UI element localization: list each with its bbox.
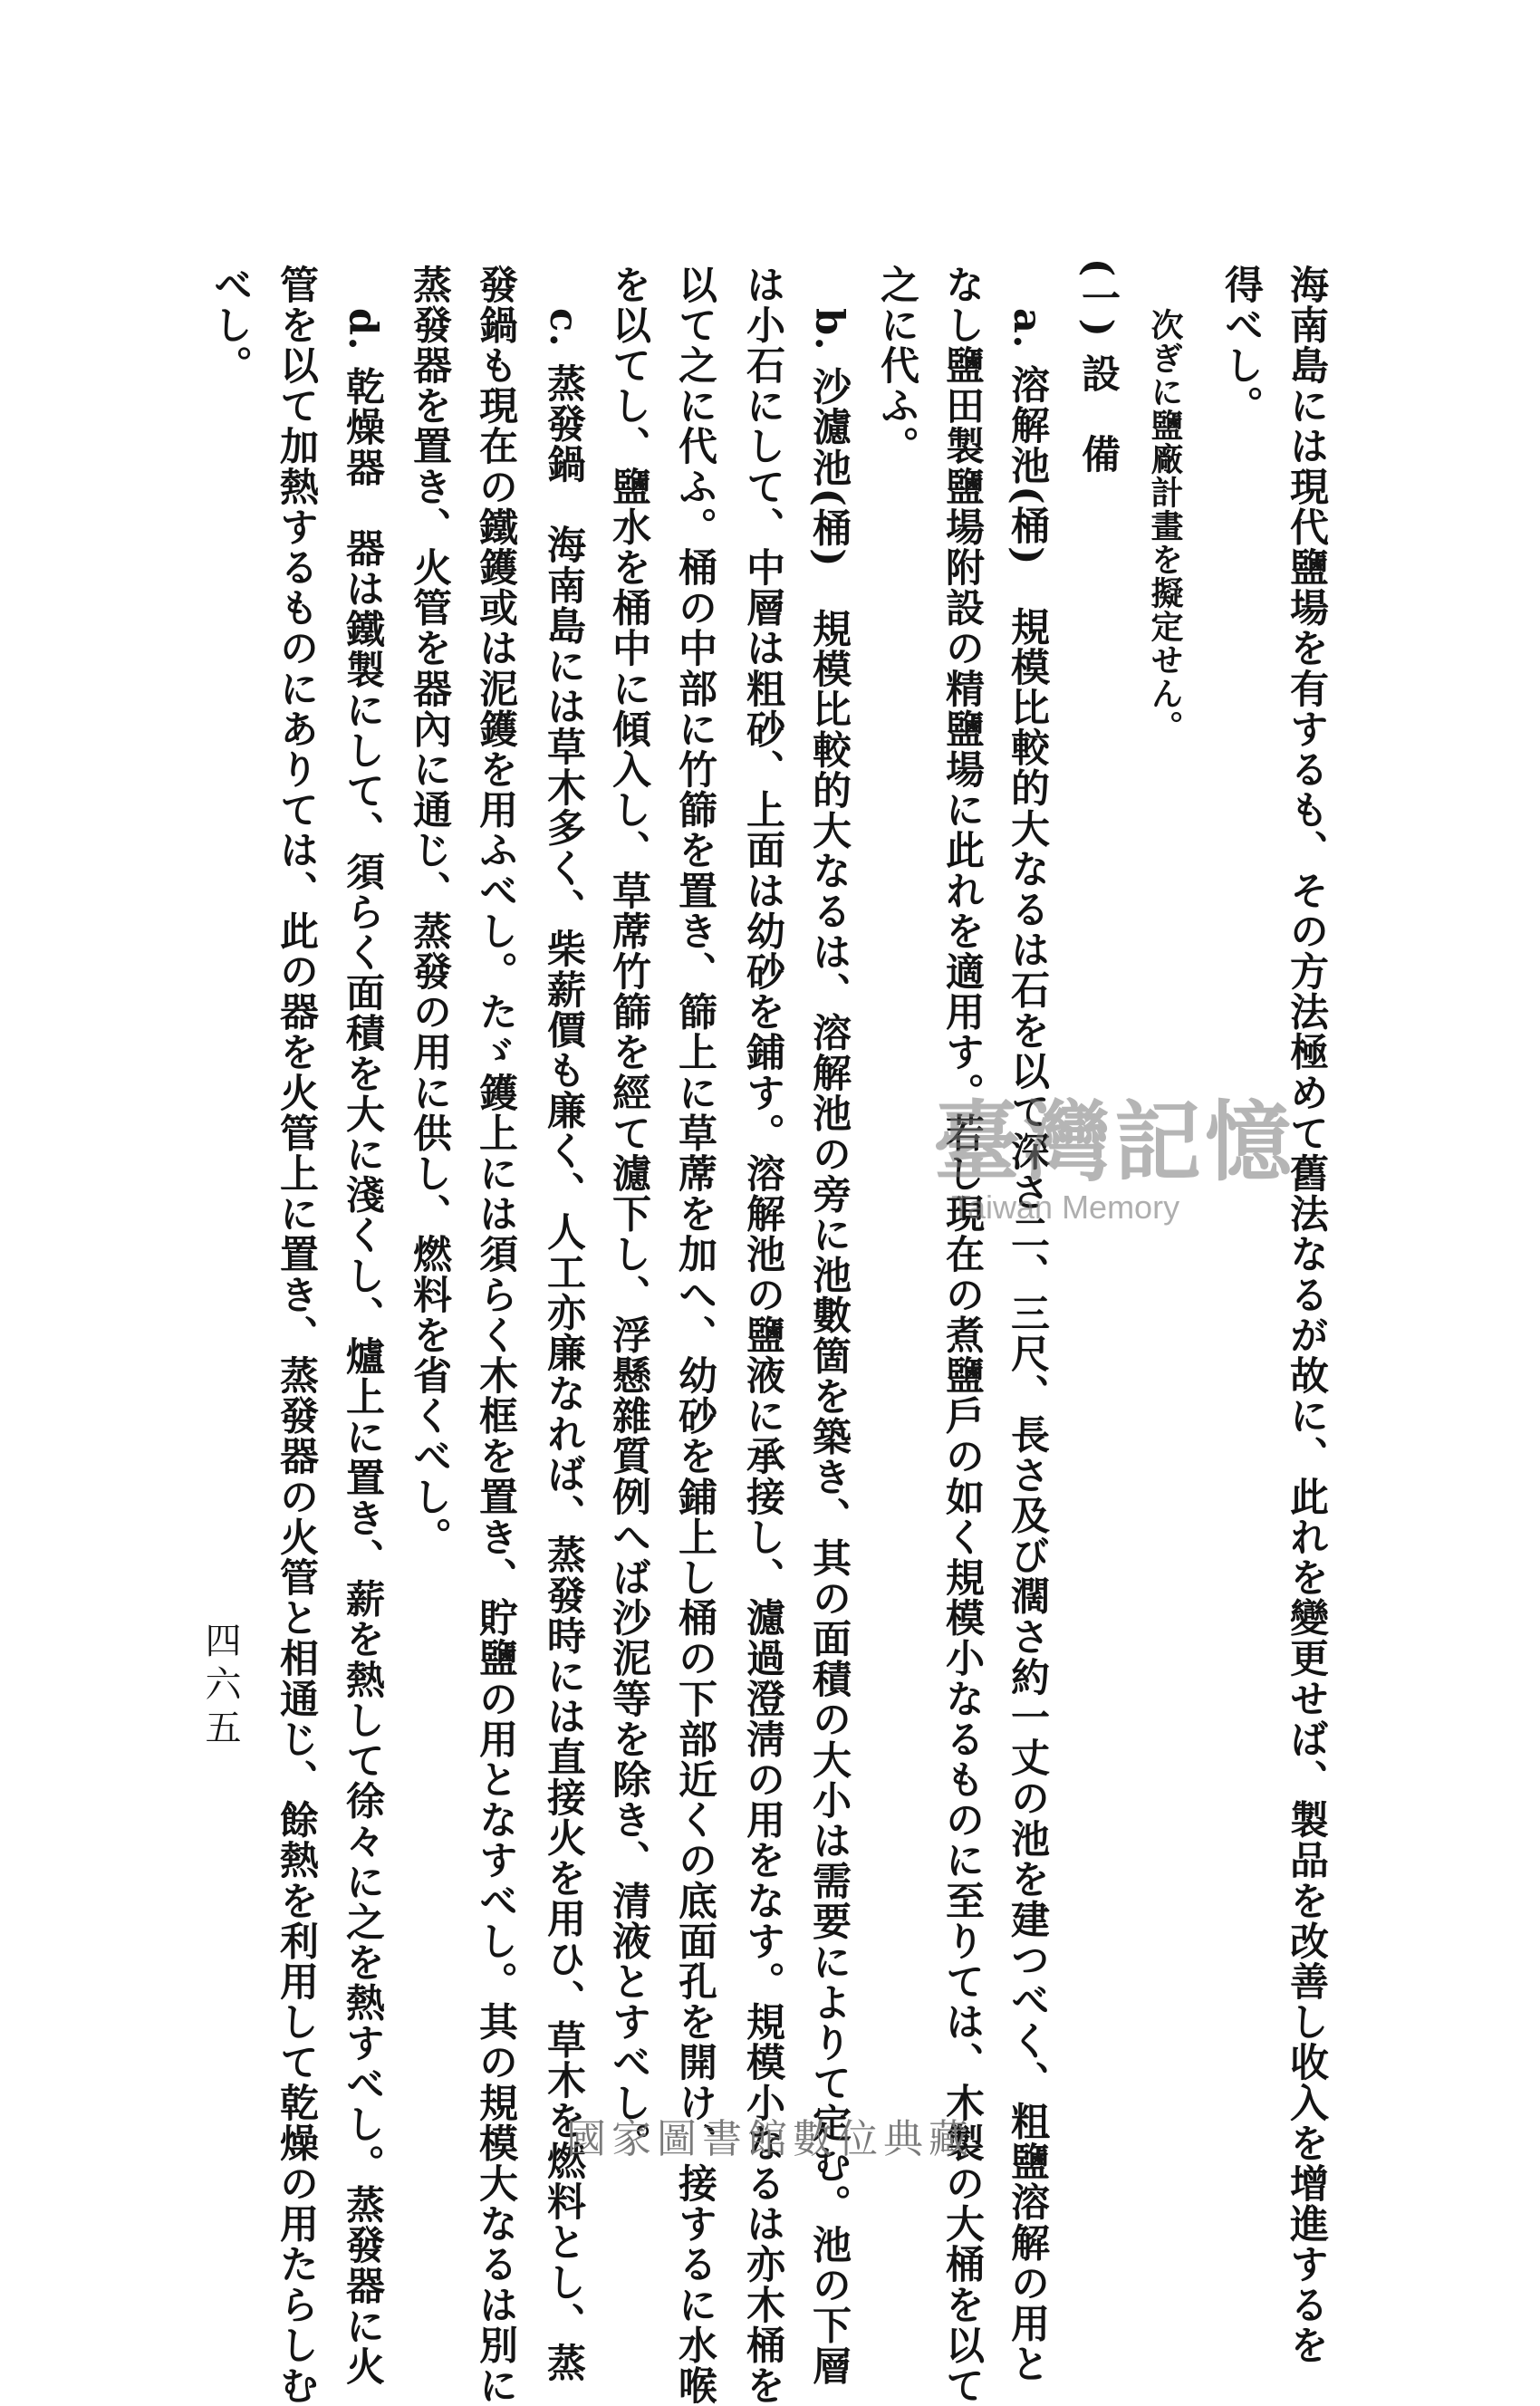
text-column-13: 發鍋も現在の鐵鑊或は泥鑊を用ふべし。たゞ鑊上には須らく木框を置き、貯鹽の用となすべし。其の規模大なるは別に [473,265,518,2406]
text-column-1: 海南島には現代鹽場を有するも、その方法極めて舊法なるが故に、此れを變更せば、製品を改善し收入を增進するを [1284,265,1329,2366]
watermark-english-text: Taiwan Memory [951,1189,1180,1226]
text-column-7: 之に代ふ。 [874,265,919,467]
text-column-3: 次ぎに鹽廠計畫を擬定せん。 [1146,308,1184,744]
watermark-chinese-text: 臺灣記憶 [933,1091,1295,1193]
text-column-12: c. 蒸發鍋 海南島には草木多く、柴薪價も廉く、人工亦廉なれば、蒸發時には直接火を用ひ、草木を燃料とし、蒸 [541,308,586,2383]
text-column-9: は小石にして、中層は粗砂、上面は幼砂を鋪す。溶解池の鹽液に承接し、濾過澄淸の用をなす。規模小なるは亦木桶を [740,265,785,2406]
text-column-10: 以て之に代ふ。桶の中部に竹篩を置き、篩上に草蓆を加へ、幼砂を鋪上し桶の下部近くの底面孔を開け、接するに水喉 [672,265,717,2406]
library-footer-label: 國家圖書館數位典藏 [566,2116,974,2162]
text-column-15: d. 乾燥器 器は鐵製にして、須らく面積を大に淺くし、爐上に置き、薪を熱して徐々に之を熱すべし。蒸發器に火 [340,308,385,2387]
text-column-4: (一) 設 備 [1075,258,1121,475]
text-column-6: なし鹽田製鹽場附設の精鹽場に此れを適用す。若し現在の煮鹽戶の如く規模小なるものに至りては、木製の大桶を以て [939,265,985,2406]
text-column-11: を以てし、鹽水を桶中に傾入し、草蓆竹篩を經て濾下し、浮懸雜質例へば沙泥等を除き、清液とすべし。 [606,265,651,2164]
text-column-2: 得べし。 [1218,265,1264,427]
text-column-17: べし。 [207,265,253,386]
text-column-5: a. 溶解池(桶) 規模比較的大なるは石を以て深さ二、三尺、長さ及び濶さ約一丈の池を建つべく、粗鹽溶解の用と [1005,308,1050,2384]
text-column-16: 管を以て加熱するものにありては、此の器を火管上に置き、蒸發器の火管と相通じ、餘熱を利用して乾燥の用たらしむ [274,265,319,2406]
text-column-14: 蒸發器を置き、火管を器內に通じ、蒸發の用に供し、燃料を省くべし。 [407,265,452,1558]
page-number: 四六五 [199,1622,241,1752]
text-column-8: b. 沙濾池(桶) 規模比較的大なるは、溶解池の旁に池數箇を築き、其の面積の大小は需要によりて定む。池の下層 [806,308,852,2387]
